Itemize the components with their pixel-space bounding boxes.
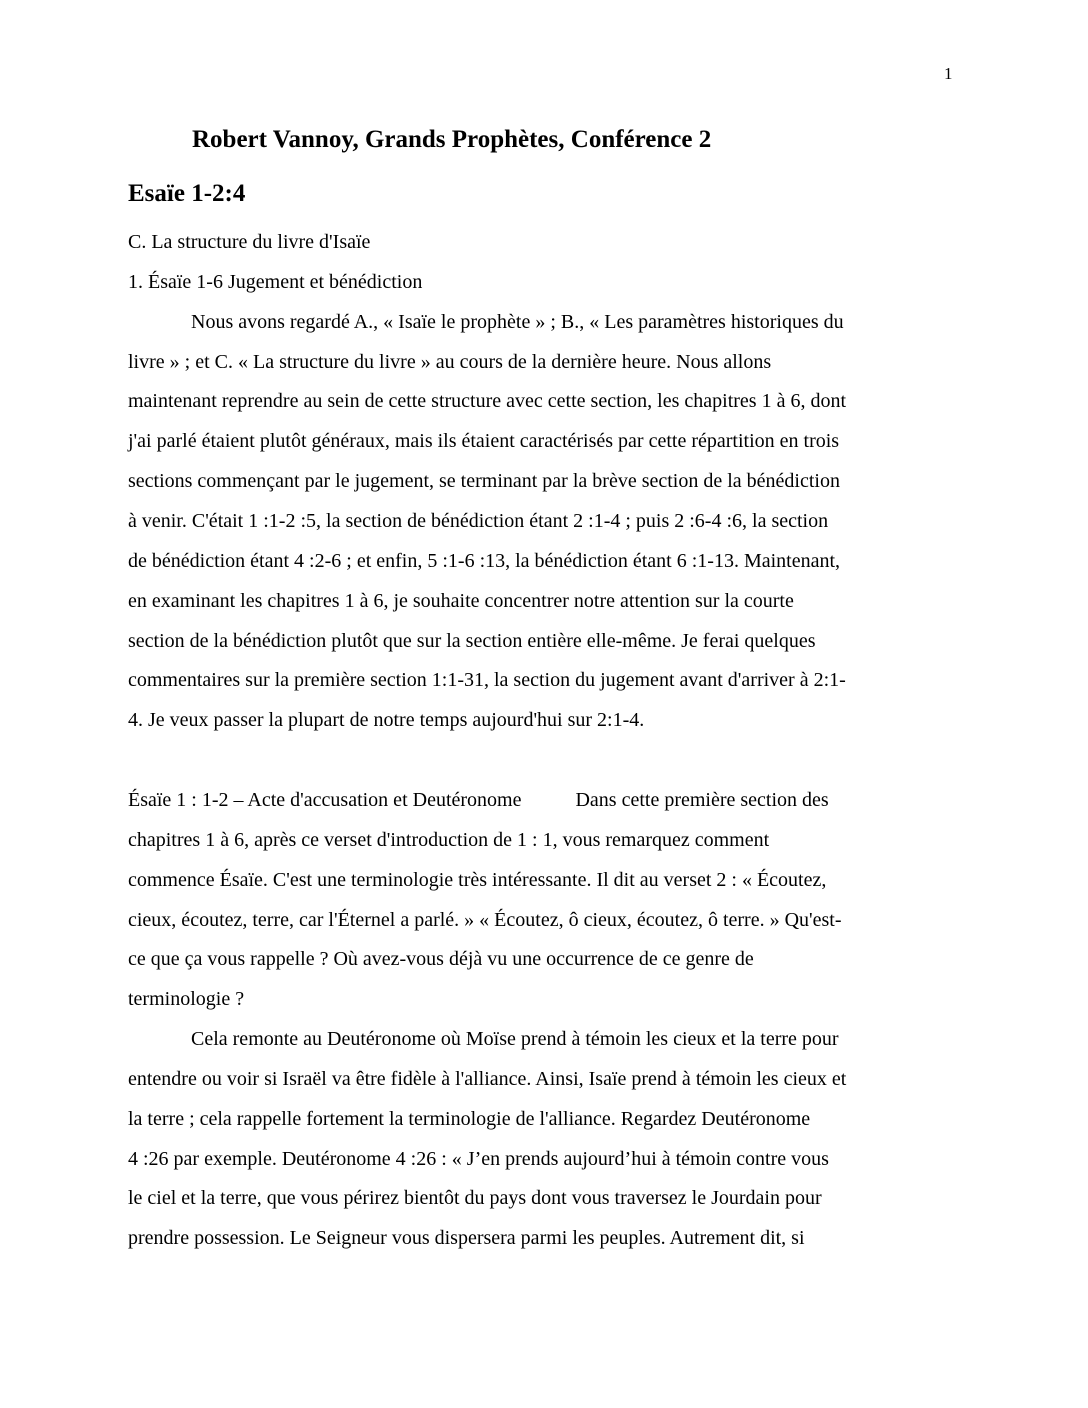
text-line: cieux, écoutez, terre, car l'Éternel a parlé. » « Écoutez, ô cieux, écoutez, ô terre. » Qu'est- [128,909,842,931]
text-line: Nous avons regardé A., « Isaïe le prophète » ; B., « Les paramètres historiques du [191,311,844,333]
text-line: commence Ésaïe. C'est une terminologie très intéressante. Il dit au verset 2 : « Écoutez, [128,869,827,891]
document-subtitle: Esaïe 1-2:4 [128,180,246,207]
text-line: prendre possession. Le Seigneur vous dispersera parmi les peuples. Autrement dit, si [128,1227,805,1249]
text-line [128,788,829,812]
text-line: en examinant les chapitres 1 à 6, je souhaite concentrer notre attention sur la courte [128,590,794,612]
page-number: 1 [944,64,953,83]
text-line: sections commençant par le jugement, se terminant par la brève section de la bénédiction [128,470,840,492]
text-line: 4 :26 par exemple. Deutéronome 4 :26 : « J’en prends aujourd’hui à témoin contre vous [128,1148,829,1170]
document-title: Robert Vannoy, Grands Prophètes, Conférence 2 [192,126,712,153]
text-line: entendre ou voir si Israël va être fidèle à l'alliance. Ainsi, Isaïe prend à témoin les cieux et [128,1068,847,1090]
text-line: la terre ; cela rappelle fortement la terminologie de l'alliance. Regardez Deutéronome [128,1108,811,1130]
text-line: ce que ça vous rappelle ? Où avez-vous déjà vu une occurrence de ce genre de [128,948,754,970]
text-span: Dans cette première section des [575,789,829,811]
text-line: maintenant reprendre au sein de cette structure avec cette section, les chapitres 1 à 6, dont [128,390,847,412]
text-line: livre » ; et C. « La structure du livre » au cours de la dernière heure. Nous allons [128,351,772,373]
text-line: terminologie ? [128,988,245,1010]
text-line: de bénédiction étant 4 :2-6 ; et enfin, 5 :1-6 :13, la bénédiction étant 6 :1-13. Maintenant, [128,550,841,572]
text-line: chapitres 1 à 6, après ce verset d'introduction de 1 : 1, vous remarquez comment [128,829,770,851]
text-line: Cela remonte au Deutéronome où Moïse prend à témoin les cieux et la terre pour [191,1028,839,1050]
text-line: le ciel et la terre, que vous périrez bientôt du pays dont vous traversez le Jourdain pour [128,1187,822,1209]
section-heading: Ésaïe 1 : 1-2 – Acte d'accusation et Deutéronome [128,789,522,811]
heading-structure: C. La structure du livre d'Isaïe [128,231,371,253]
text-line: 4. Je veux passer la plupart de notre temps aujourd'hui sur 2:1-4. [128,709,645,731]
text-line: commentaires sur la première section 1:1-31, la section du jugement avant d'arriver à 2:1- [128,669,846,691]
text-line: section de la bénédiction plutôt que sur la section entière elle-même. Je ferai quelques [128,630,816,652]
heading-section1: 1. Ésaïe 1-6 Jugement et bénédiction [128,271,423,293]
text-line: j'ai parlé étaient plutôt généraux, mais ils étaient caractérisés par cette répartition en trois [128,430,840,452]
text-line: à venir. C'était 1 :1-2 :5, la section de bénédiction étant 2 :1-4 ; puis 2 :6-4 :6, la section [128,510,829,532]
